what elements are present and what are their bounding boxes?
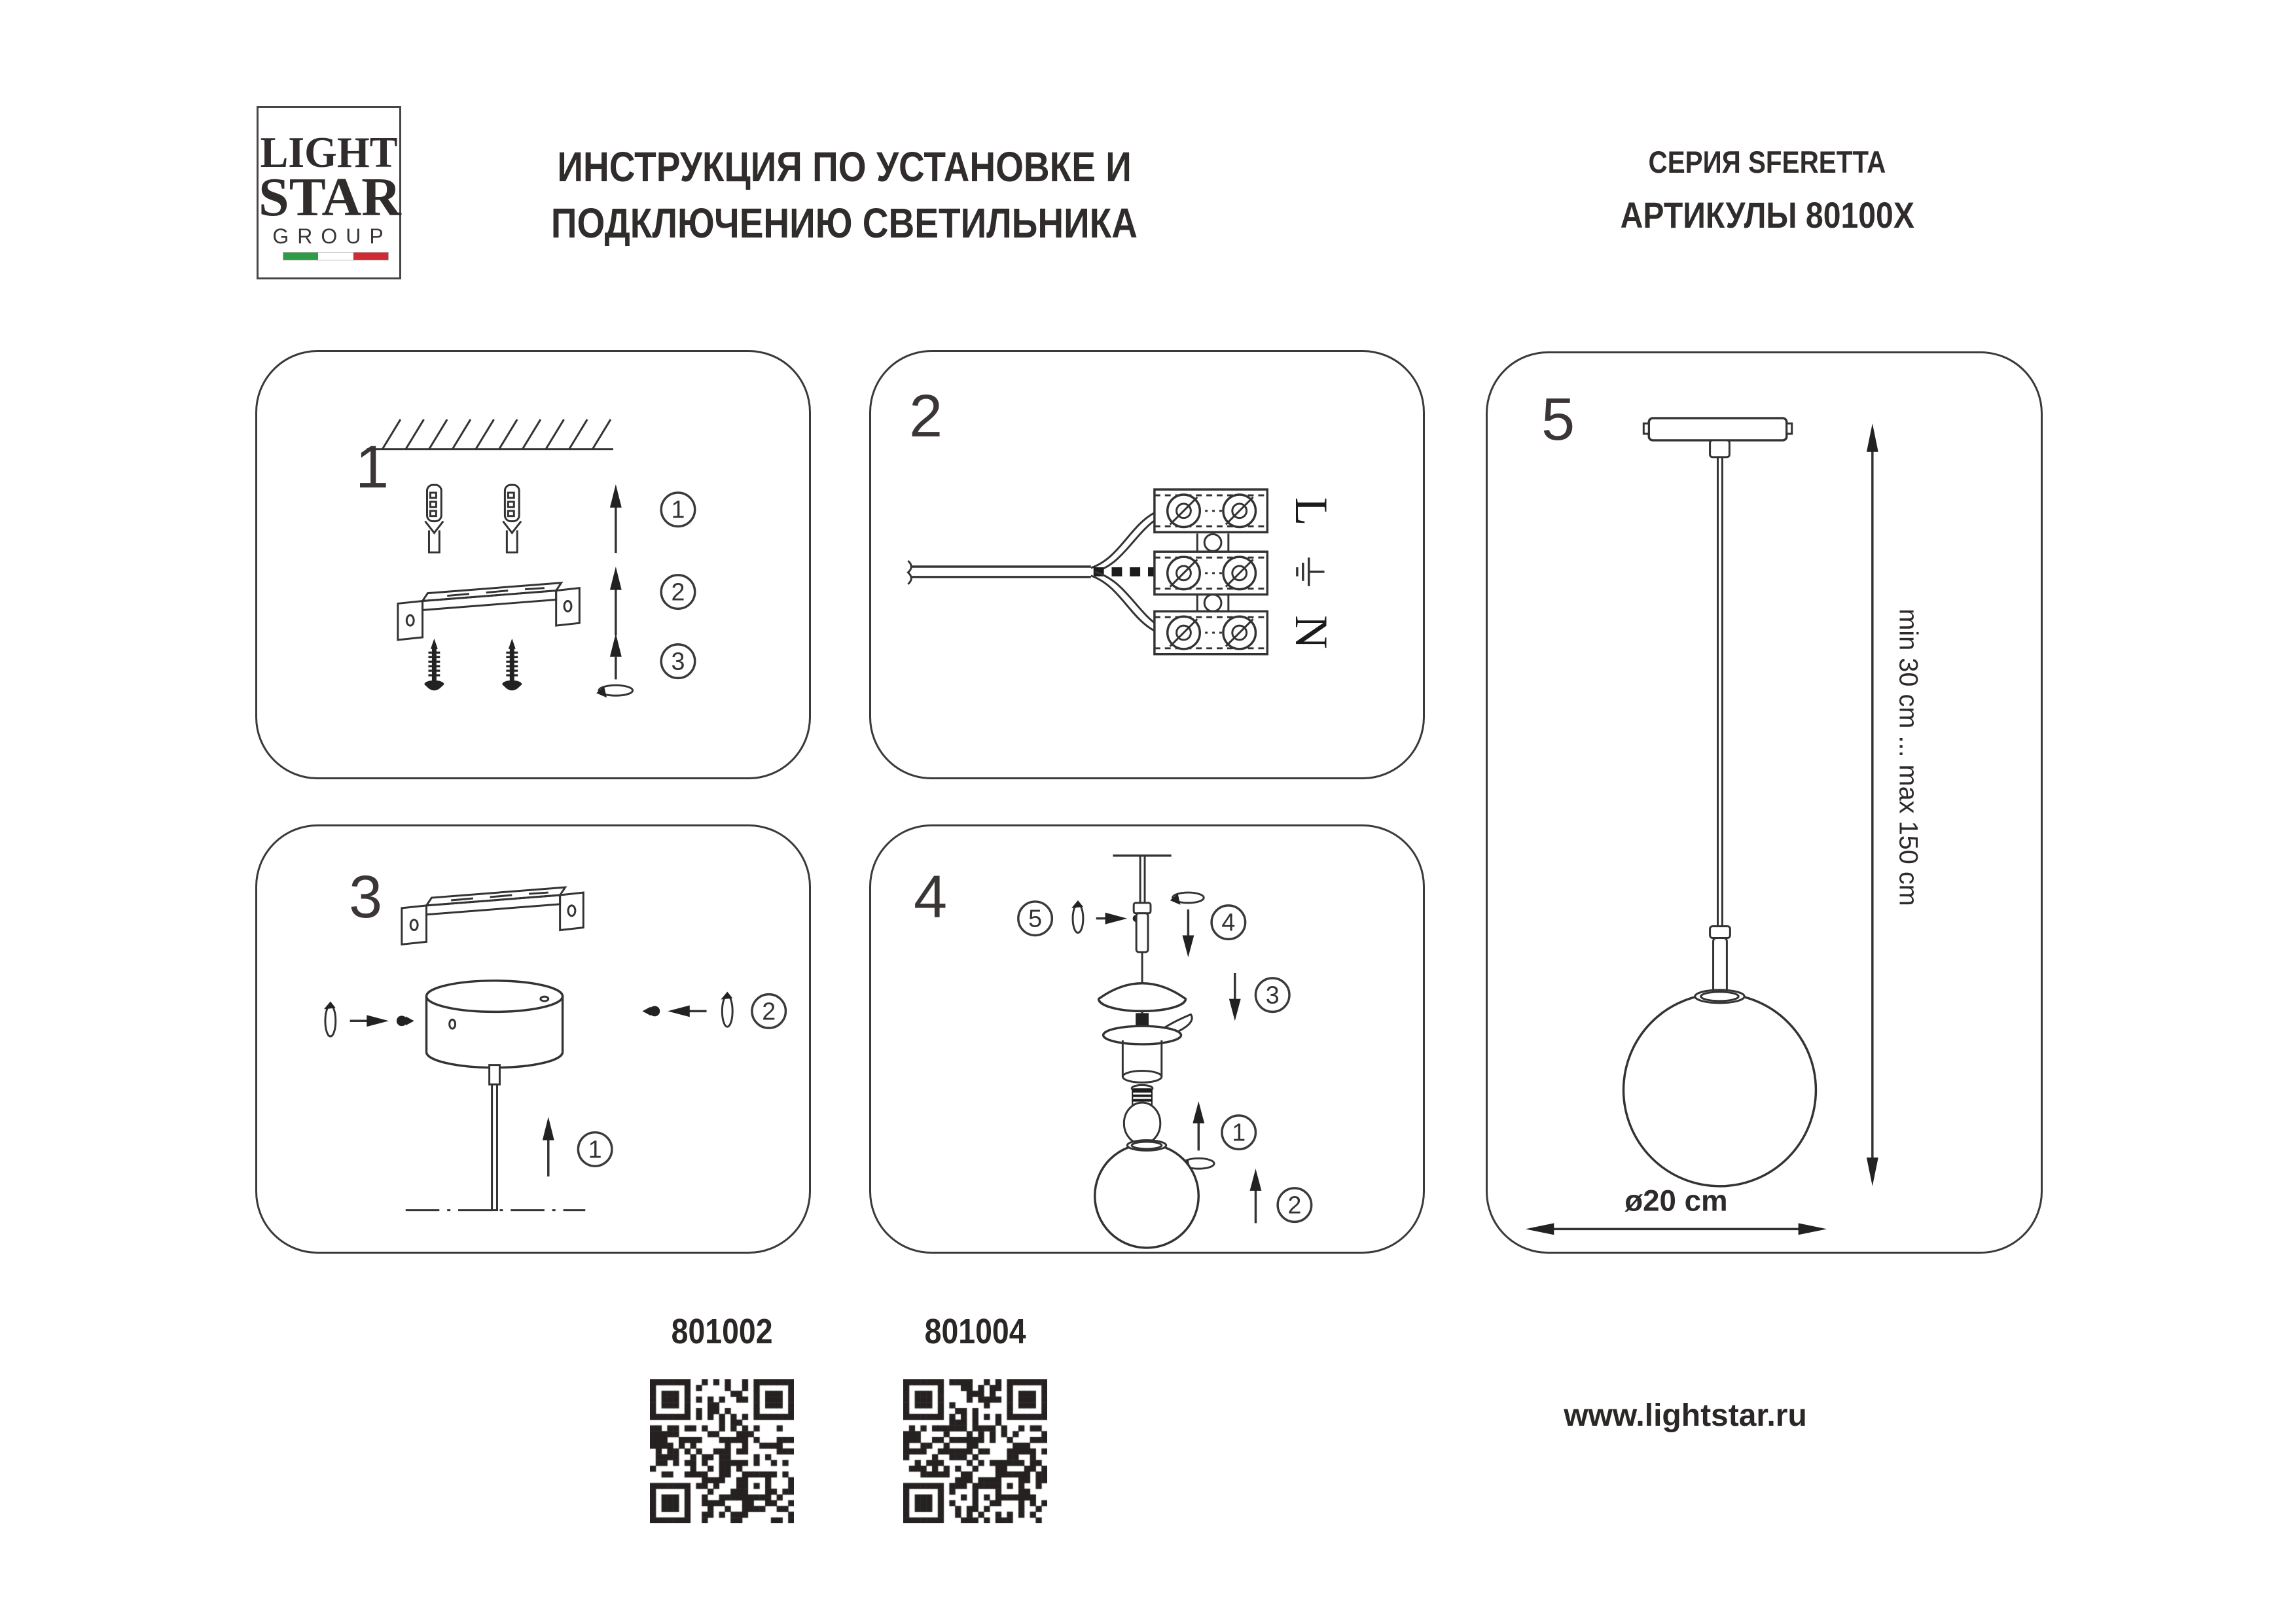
wall-plug-icon xyxy=(503,485,521,552)
svg-text:4: 4 xyxy=(1221,908,1236,936)
right-arrow-icon xyxy=(1096,913,1128,925)
lightstar-logo xyxy=(257,106,401,279)
step-number-4: 4 xyxy=(914,864,948,930)
step3-diagram xyxy=(257,826,809,1252)
step-panel-2 xyxy=(869,350,1425,779)
ceiling-canopy-icon xyxy=(427,981,563,1068)
series-label: СЕРИЯ SFERETTA xyxy=(1648,145,1886,179)
live-wire-label xyxy=(1285,497,1337,526)
step-panel-5 xyxy=(1486,351,2043,1254)
diameter-dimension-arrow xyxy=(1526,1223,1827,1235)
svg-text:2: 2 xyxy=(762,997,776,1025)
step-number-1: 1 xyxy=(355,434,389,501)
page-title xyxy=(399,139,1289,251)
suspension-cable xyxy=(1140,856,1145,903)
svg-text:2: 2 xyxy=(1287,1191,1302,1219)
flag-white xyxy=(318,253,353,260)
ceiling-plate-icon xyxy=(1643,418,1791,457)
title-line-2: ПОДКЛЮЧЕНИЮ СВЕТИЛЬНИКА xyxy=(550,200,1138,247)
circled-marker xyxy=(661,493,695,527)
svg-text:3: 3 xyxy=(1265,981,1280,1009)
cord-grip-collar xyxy=(1134,903,1151,913)
down-arrow-icon xyxy=(1183,909,1194,957)
step-number-5: 5 xyxy=(1541,386,1575,453)
suspension-rod xyxy=(492,1084,497,1210)
height-range-label xyxy=(1894,609,1923,906)
rotate-icon xyxy=(1170,892,1204,905)
step2-wiring-diagram xyxy=(871,352,1423,777)
circled-marker xyxy=(1018,902,1052,936)
wall-plug-icon xyxy=(425,485,444,552)
step-number-2: 2 xyxy=(909,383,943,450)
up-arrow-icon xyxy=(1250,1169,1262,1223)
circled-marker xyxy=(1255,978,1289,1012)
mains-cable-icon xyxy=(908,513,1158,631)
step-panel-4 xyxy=(869,824,1425,1254)
svg-text:1: 1 xyxy=(1232,1118,1246,1146)
svg-text:L: L xyxy=(1285,497,1337,526)
circled-marker xyxy=(1211,906,1246,940)
suspension-cable xyxy=(1718,457,1723,927)
screw-icon xyxy=(502,639,522,690)
step4-assembly-diagram xyxy=(871,826,1423,1252)
step5-dimensions-diagram xyxy=(1488,353,2041,1252)
circled-marker xyxy=(752,995,786,1029)
flag-red xyxy=(353,253,388,260)
logo-group-text: GROUP xyxy=(272,224,392,248)
cord-grip-collar xyxy=(1710,927,1731,938)
articles-label: АРТИКУЛЫ 80100X xyxy=(1620,194,1914,236)
article-number-1: 801002 xyxy=(671,1312,773,1351)
up-arrow-icon xyxy=(610,484,622,553)
step-number-3: 3 xyxy=(349,864,383,930)
logo-light-text: LIGHT xyxy=(260,128,398,177)
screw-in-arrow-icon xyxy=(596,633,632,697)
logo-star-text: STAR xyxy=(259,167,401,228)
bulb-icon xyxy=(1124,1085,1160,1144)
circled-marker xyxy=(661,644,695,679)
mounting-bracket-icon xyxy=(398,583,579,640)
up-arrow-icon xyxy=(610,567,622,635)
terminal-block-icon xyxy=(1155,489,1267,654)
neutral-wire-label xyxy=(1285,615,1337,649)
step-panel-3 xyxy=(255,824,811,1254)
up-arrow-icon xyxy=(543,1117,554,1176)
italian-flag-icon xyxy=(283,252,389,260)
ceiling-hatch-icon xyxy=(367,419,613,450)
diameter-label: ø20 cm xyxy=(1624,1184,1728,1218)
earth-icon xyxy=(1297,557,1325,586)
side-screw-right-icon xyxy=(642,992,732,1027)
svg-text:min 30 cm ... max 150 cm: min 30 cm ... max 150 cm xyxy=(1893,609,1923,906)
rotate-icon xyxy=(1071,900,1083,933)
qr-code-801002 xyxy=(650,1379,794,1523)
step-panel-1 xyxy=(255,350,811,779)
circled-marker xyxy=(1278,1188,1312,1222)
down-arrow-icon xyxy=(1229,973,1241,1021)
step1-diagram xyxy=(257,352,809,777)
title-line-1: ИНСТРУКЦИЯ ПО УСТАНОВКЕ И xyxy=(557,143,1132,190)
qr-code-801004 xyxy=(903,1379,1047,1523)
article-number-2: 801004 xyxy=(924,1312,1026,1351)
cord-grip xyxy=(490,1065,500,1085)
glass-sphere-icon xyxy=(1624,990,1816,1186)
circled-marker xyxy=(578,1133,612,1167)
svg-text:2: 2 xyxy=(671,578,685,606)
svg-text:1: 1 xyxy=(588,1135,602,1163)
height-dimension-arrow xyxy=(1867,423,1878,1186)
cord-grip-body xyxy=(1713,938,1727,994)
svg-text:3: 3 xyxy=(671,647,685,675)
flag-green xyxy=(283,253,318,260)
svg-text:5: 5 xyxy=(1028,904,1043,932)
circled-marker xyxy=(1222,1116,1256,1150)
svg-text:N: N xyxy=(1285,615,1337,649)
screw-icon xyxy=(425,639,444,690)
glass-sphere-icon xyxy=(1095,1140,1199,1248)
circled-marker xyxy=(661,575,695,609)
lamp-socket-icon xyxy=(1122,1040,1161,1082)
mounting-bracket-icon xyxy=(402,887,583,944)
up-arrow-icon xyxy=(1193,1101,1204,1150)
cord-grip-body xyxy=(1136,913,1148,952)
svg-text:1: 1 xyxy=(671,495,685,523)
website-link[interactable]: www.lightstar.ru xyxy=(1564,1398,1807,1433)
dome-cap-icon xyxy=(1099,983,1186,1012)
side-screw-left-icon xyxy=(324,1002,414,1037)
